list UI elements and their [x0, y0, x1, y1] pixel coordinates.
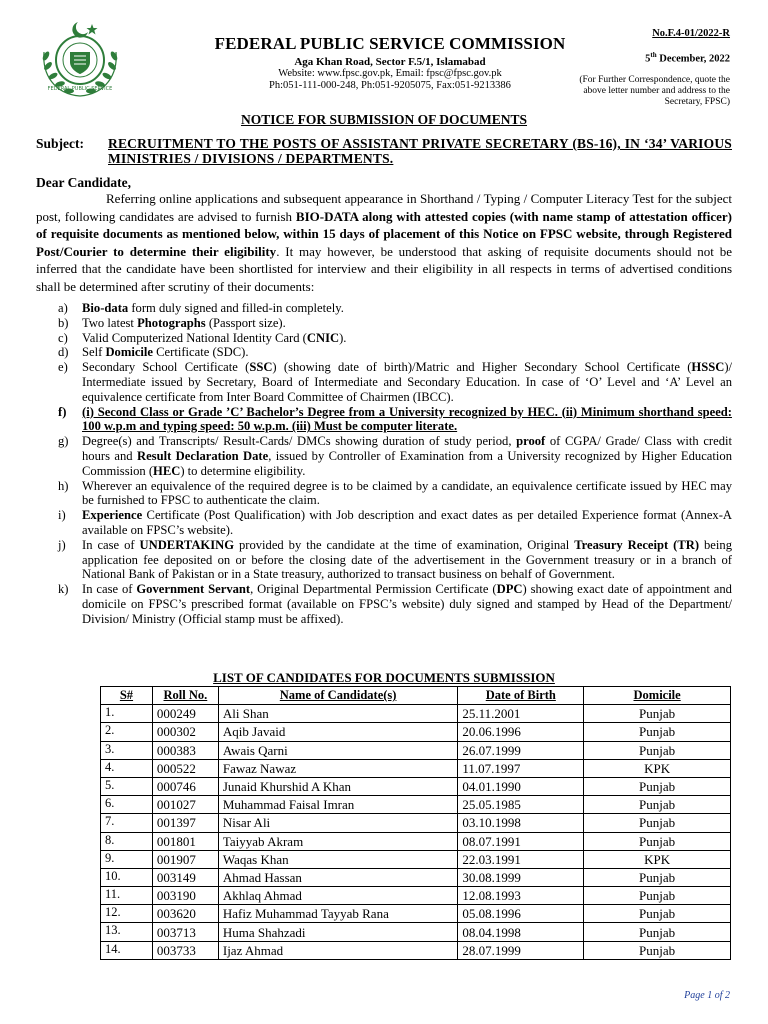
list-item: b) Two latest Photographs (Passport size). [58, 315, 286, 330]
list-item: f) (i) Second Class or Grade ’C’ Bachelor’s Degree from a University recognized by HEC. (ii) Minimum shorthand speed: 100 w.p.m and typing speed: 50 w.p.m. (iii) Must be computer literate. [58, 404, 732, 434]
list-item: a) Bio-data form duly signed and filled-in completely. [58, 301, 344, 315]
list-item: d) Self Domicile Certificate (SDC). [58, 345, 249, 360]
table-row: 13. 003713 Huma Shahzadi 08.04.1998 Punjab [101, 923, 731, 941]
salutation: Dear Candidate, [36, 175, 132, 190]
subject-label: Subject: [36, 136, 84, 151]
requirements-list [58, 301, 732, 627]
table-row: 3. 000383 Awais Qarni 26.07.1999 Punjab [101, 741, 731, 759]
notice-title: NOTICE FOR SUBMISSION OF DOCUMENTS [240, 112, 528, 127]
logo-text: FEDERAL PUBLIC SERVICE [47, 86, 113, 92]
table-row: 14. 003733 Ijaz Ahmad 28.07.1999 Punjab [101, 941, 731, 959]
website-email: Website: www.fpsc.gov.pk, Email: fpsc@fpsc.gov.pk [278, 68, 502, 79]
table-row: 4. 000522 Fawaz Nawaz 11.07.1997 KPK [101, 759, 731, 777]
list-item: e) Secondary School Certificate (SSC) (showing date of birth)/Matric and Higher Secondary School Certificate (HSSC)/ Intermediate issued by Secretary, Board of Intermediate and Secondary Education. In case of ‘O’ Level and ‘A’ Level an equivalence certificate from Inter Board Committee of Chairmen (IBCC). [58, 360, 733, 404]
candidate-list-title: LIST OF CANDIDATES FOR DOCUMENTS SUBMISSION [213, 670, 555, 685]
table-row: 7. 001397 Nisar Ali 03.10.1998 Punjab [101, 814, 731, 832]
page-number: Page 1 of 2 [684, 990, 730, 1001]
table-row: 9. 001907 Waqas Khan 22.03.1991 KPK [101, 850, 731, 868]
column-header: S# [101, 687, 153, 705]
letter-number: No.F.4-01/2022-R [652, 28, 730, 39]
organization-address: Aga Khan Road, Sector F.5/1, Islamabad [294, 56, 486, 68]
table-row: 12. 003620 Hafiz Muhammad Tayyab Rana 05.08.1996 Punjab [101, 905, 731, 923]
candidates-table [100, 686, 731, 960]
phone-fax: Ph:051-111-000-248, Ph:051-9205075, Fax:051-9213386 [269, 80, 511, 91]
subject-text: RECRUITMENT TO THE POSTS OF ASSISTANT PRIVATE SECRETARY (BS-16), IN ‘34’ VARIOUS MINISTRIES / DIVISIONS / DEPARTMENTS. [108, 136, 732, 166]
fpsc-logo [34, 16, 126, 106]
organization-name: FEDERAL PUBLIC SERVICE COMMISSION [214, 34, 566, 53]
table-row: 8. 001801 Taiyyab Akram 08.07.1991 Punjab [101, 832, 731, 850]
list-item: i) Experience Certificate (Post Qualification) with Job description and exact dates as per detailed Experience format (Annex-A available on FPSC’s website). [58, 508, 732, 537]
list-item: c) Valid Computerized National Identity Card (CNIC). [58, 330, 347, 345]
intro-paragraph: Referring online applications and subsequent appearance in Shorthand / Typing / Computer Literacy Test for the subject post, following candidates are advised to furnish BIO-DATA along with attested copies (with name stamp of attestation officer) of requisite documents as mentioned below, within 15 days of placement of this Notice on FPSC website, through Registered Post/Courier to determine their eligibility. It may however, be understood that asking of requisite documents should not be inferred that the candidate have been shortlisted for interview and their eligibility in all respects in terms of advertised conditions shall be determined after scrutiny of their documents: [36, 191, 732, 294]
table-row: 6. 001027 Muhammad Faisal Imran 25.05.1985 Punjab [101, 796, 731, 814]
column-header: Roll No. [152, 687, 218, 705]
letterhead [150, 34, 630, 92]
table-row: 10. 003149 Ahmad Hassan 30.08.1999 Punjab [101, 868, 731, 886]
reference-block [570, 28, 730, 108]
correspondence-note: (For Further Correspondence, quote the above letter number and address to the Secretary, FPSC) [579, 74, 730, 107]
table-row: 2. 000302 Aqib Javaid 20.06.1996 Punjab [101, 723, 731, 741]
list-item: g) Degree(s) and Transcripts/ Result-Cards/ DMCs showing duration of study period, proof of CGPA/ Grade/ Class with credit hours and Result Declaration Date, issued by Controller of Examination from a University recognized by Higher Education Commission (HEC) to determine eligibility. [58, 434, 732, 478]
table-row: 11. 003190 Akhlaq Ahmad 12.08.1993 Punjab [101, 887, 731, 905]
list-item: j) In case of UNDERTAKING provided by the candidate at the time of examination, Original Treasury Receipt (TR) being application fee deposited on or before the closing date of the advertisement in the Government treasury or in a branch of National Bank of Pakistan or in a State treasury, authorized to transact business on behalf of Government. [58, 537, 732, 582]
column-header: Domicile [584, 687, 731, 705]
letter-date: 5th December, 2022 [645, 51, 730, 65]
column-header: Name of Candidate(s) [218, 687, 458, 705]
table-row: 5. 000746 Junaid Khurshid A Khan 04.01.1990 Punjab [101, 777, 731, 795]
list-item: k) In case of Government Servant, Original Departmental Permission Certificate (DPC) showing exact date of appointment and domicile on FPSC’s prescribed format (available on FPSC’s website) duly signed and stamped by Head of the Department/ Division/ Ministry (Official stamp must be affixed). [58, 582, 732, 626]
table-row: 1. 000249 Ali Shan 25.11.2001 Punjab [101, 705, 731, 723]
table-header-row [101, 687, 731, 705]
column-header: Date of Birth [458, 687, 584, 705]
list-item: h) Wherever an equivalence of the required degree is to be claimed by a candidate, an equivalence certificate issued by HEC may be furnished to FPSC to authenticate the claim. [58, 478, 732, 508]
